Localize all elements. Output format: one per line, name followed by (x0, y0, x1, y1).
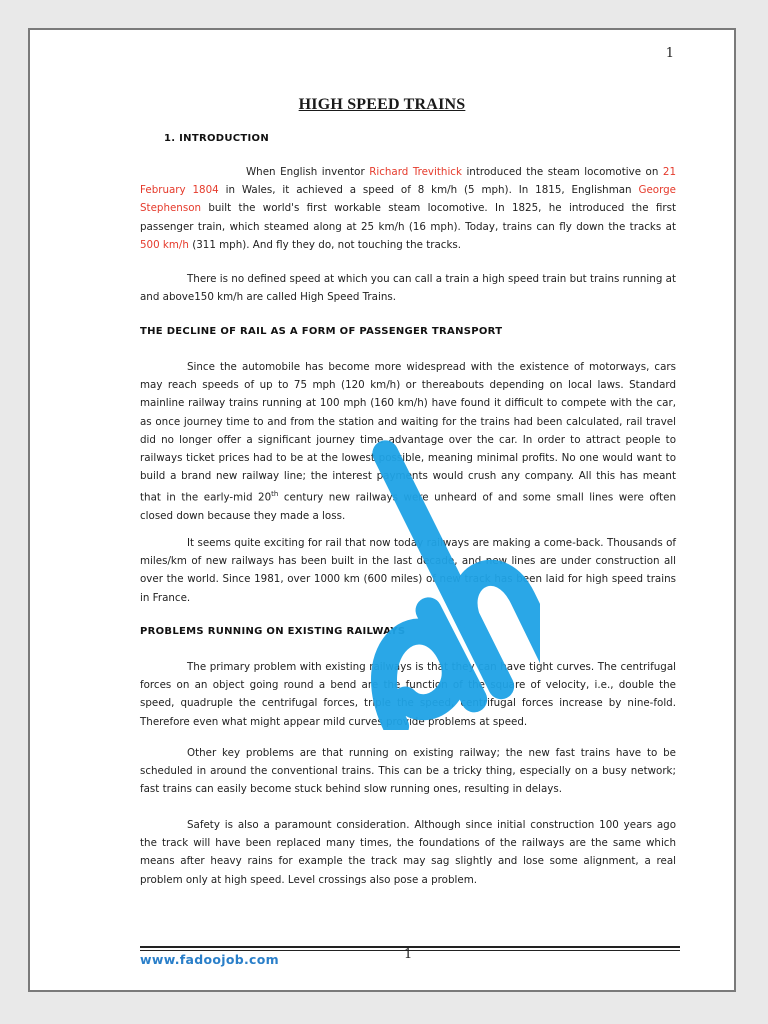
intro-paragraph-1: When English inventor Richard Trevithick introduced the steam locomotive on 21 February 1804 in Wales, it achieved a speed of 8 km/h (5 mph). In 1815, Englishman George Stephenson built the world's first workable steam locomotive. In 1825, he introduced the first passenger train, which steamed along at 25 km/h (16 mph). Today, trains can fly down the tracks at 500 km/h (311 mph). And fly they do, not touching the tracks. (140, 166, 677, 251)
document-title: HIGH SPEED TRAINS (298, 96, 466, 113)
section-heading-introduction: 1. INTRODUCTION (164, 133, 270, 144)
highlight-date: 21 February 1804 (140, 166, 677, 197)
problems-paragraph-3: Safety is also a paramount consideration. Although since initial construction 100 years ago the track will have been replaced many times, the foundations of the railways are the same which means after heavy rains for example the track may sag slightly and lose some alignment, a real problem only at high speed. Level crossings also pose a problem. (140, 819, 676, 886)
problems-paragraph-1: The primary problem with existing railways is that they can have tight curves. The centrifugal forces on an object going round a bend are the function of the square of velocity, i.e., double the speed, quadruple the centrifugal forces, triple the speed, centrifugal forces increase by nine-fold. Therefore even what might appear mild curves provide problems at speed. (140, 661, 676, 728)
intro-paragraph-2: There is no defined speed at which you can call a train a high speed train but trains running at and above150 km/h are called High Speed Trains. (140, 273, 676, 304)
page-number-bottom: 1 (404, 947, 413, 962)
document-page (28, 28, 736, 992)
highlight-speed: 500 km/h (140, 238, 189, 251)
decline-paragraph-1: Since the automobile has become more widespread with the existence of motorways, cars may reach speeds of up to 75 mph (120 km/h) or thereabouts depending on local laws. Standard mainline railway trains running at 100 mph (160 km/h) have found it difficult to compete with the car, as once journey time to and from the station and waiting for the trains had been calculated, rail travel did no longer offer a significant journey time advantage over the car. In order to attract people to railways ticket prices had to be at the lowest possible, meaning minimal profits. No one would want to build a brand new railway line; the interest payments would crush any company. All this has meant that in the early-mid 20th century new railways were unheard of and some small lines were often closed down because they made a loss. (140, 361, 677, 523)
section-heading-problems: PROBLEMS RUNNING ON EXISTING RAILWAYS (140, 626, 406, 637)
footer-website-link[interactable]: www.fadoojob.com (140, 952, 279, 967)
highlight-inventor: Richard Trevithick (369, 166, 462, 178)
section-heading-decline: THE DECLINE OF RAIL AS A FORM OF PASSENGER TRANSPORT (140, 326, 503, 337)
problems-paragraph-2: Other key problems are that running on existing railway; the new fast trains have to be scheduled in around the conventional trains. This can be a tricky thing, especially on a busy network; fast trains can easily become stuck behind slow running ones, resulting in delays. (140, 747, 676, 796)
decline-paragraph-2: It seems quite exciting for rail that now today railways are making a come-back. Thousands of miles/km of new railways has been built in the last decade, and new lines are under construction all over the world. Since 1981, over 1000 km (600 miles) of new track has been laid for high speed trains in France. (140, 537, 676, 604)
page-number-top: 1 (665, 46, 674, 61)
highlight-stephenson: George Stephenson (140, 184, 677, 215)
